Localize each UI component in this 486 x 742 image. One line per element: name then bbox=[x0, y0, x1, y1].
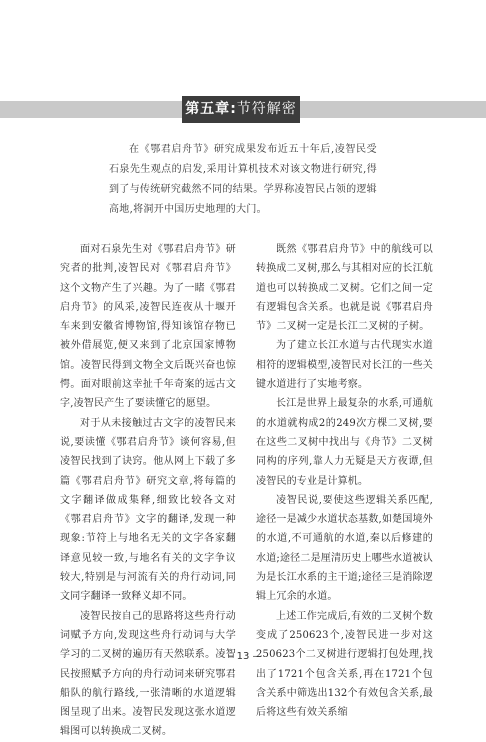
header-bar-right bbox=[300, 101, 486, 118]
left-paragraph-1: 面对石泉先生对《鄂君启舟节》研究者的批判,凌智民对《鄂君启舟节》这个文物产生了兴趣。为了一睹《鄂君启舟节》的风采,凌智民连夜从十堰开车来到安徽省博物馆,得知该馆存物已被外借展览,便又来到了北京国家博物馆。凌智民得到文物全文后既兴奋也惊愕。面对眼前这幸扯千年奇案的远古文字,凌智民产生了要读懂它的愿望。 bbox=[60, 244, 236, 410]
right-paragraph-3: 长江是世界上最复杂的水系,可通航的水道就构成2的249次方棵二叉树,要在这些二叉树中找出与《舟节》二叉树同构的序列,靠人力无疑是天方夜谭,但凌智民的专业是计算机。 bbox=[256, 398, 433, 487]
left-column bbox=[60, 240, 236, 742]
chapter-title-main: 第五章 bbox=[185, 101, 231, 117]
header-bar-left bbox=[0, 101, 182, 118]
abstract-paragraph: 在《鄂君启舟节》研究成果发布近五十年后,凌智民受石泉先生观点的启发,采用计算机技术对该文物进行研究,得到了与传统研究截然不同的结果。学界称凌智民占领的逻辑高地,将洞开中国历史地理的大门。 bbox=[109, 144, 377, 215]
right-paragraph-4: 凌智民说,要使这些逻辑关系匹配,途径一是减少水道状态基数,如楚国境外的水道,不可通航的水道,秦以后修建的水道;途径二是厘清历史上哪些水道被认为是长江水系的主干道;途径三是消除逻辑上冗余的水道。 bbox=[256, 494, 433, 603]
chapter-title bbox=[182, 96, 300, 123]
chapter-title-separator: : bbox=[230, 101, 237, 117]
left-paragraph-2: 对于从未接触过古文字的凌智民来说,要读懂《鄂君启舟节》谈何容易,但凌智民找到了诀窍。他从网上下载了多篇《鄂君启舟节》研究文章,将每篇的文字翻译做成集释,细致比较各文对《鄂君启舟节》文字的翻译,发现一种现象:节符上与地名无关的文字各家翻译意见较一致,与地名有关的文字争议较大,特别是与河流有关的舟行动词,同文同字翻译一致释义却不同。 bbox=[60, 417, 236, 603]
right-paragraph-5: 上述工作完成后,有效的二叉树个数变成了250623个,凌智民进一步对这250623个二叉树进行逻辑打包处理,找出了1721个包含关系,再在1721个包含关系中筛选出132个有效包含关系,最后将这些有效关系缩 bbox=[256, 610, 433, 719]
page-number: – 13 – bbox=[228, 651, 258, 662]
right-paragraph-1: 既然《鄂君启舟节》中的航线可以转换成二叉树,那么与其相对应的长江航道也可以转换成二叉树。它们之间一定有逻辑包含关系。也就是说《鄂君启舟节》二叉树一定是长江二叉树的子树。 bbox=[256, 244, 433, 333]
chapter-abstract bbox=[109, 140, 377, 220]
chapter-title-sub: 节符解密 bbox=[236, 101, 297, 117]
left-paragraph-3: 凌智民按自己的思路将这些舟行动词赋予方向,发现这些舟行动词与大学学习的二叉树的遍历有天然联系。凌智民按照赋予方向的舟行动词来研究鄂君船队的航行路线,一张清晰的水道逻辑图呈现了出来。凌智民发现这张水道逻辑图可以转换成二叉树。 bbox=[60, 610, 236, 738]
right-paragraph-2: 为了建立长江水道与古代现实水道相符的逻辑模型,凌智民对长江的一些关键水道进行了实地考察。 bbox=[256, 340, 433, 391]
